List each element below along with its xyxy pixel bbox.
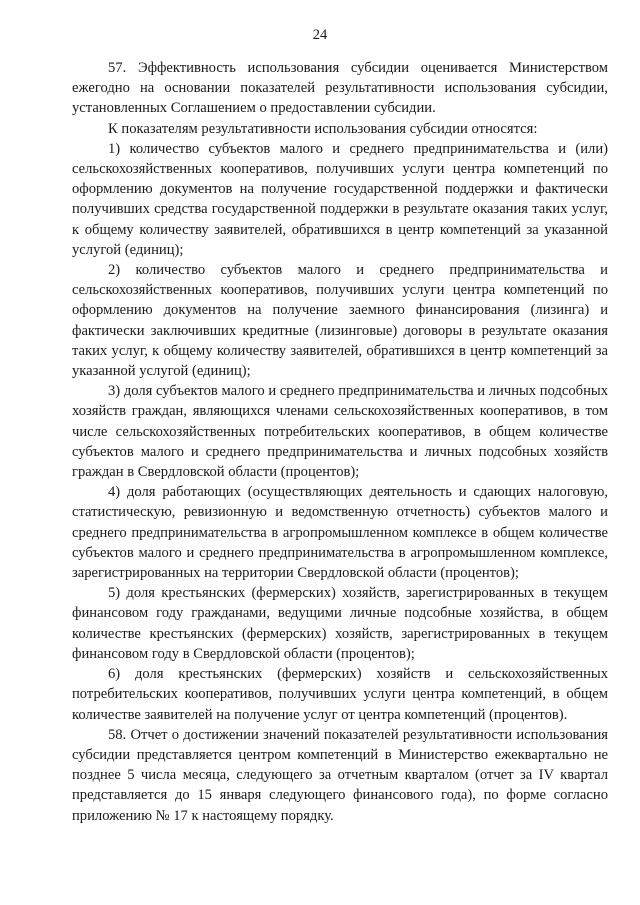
list-item-1: 1) количество субъектов малого и среднего предпринимательства и (или) сельскохозяйственных кооперативов, получивших услуги центра компетенций по оформлению документов на получение государственной поддержки и фактически получивших средства государственной поддержки в результате оказания таких услуг, к общему количеству заявителей, обратившихся в центр компетенций за указанной услугой (единиц); bbox=[72, 140, 608, 258]
list-item-3: 3) доля субъектов малого и среднего предпринимательства и личных подсобных хозяйств граждан, являющихся членами сельскохозяйственных кооперативов, в том числе сельскохозяйственных потребительских кооперативов, в общем количестве субъектов малого и среднего предпринимательства и личных подсобных хозяйств граждан в Свердловской области (процентов); bbox=[72, 383, 608, 481]
list-item-5: 5) доля крестьянских (фермерских) хозяйств, зарегистрированных в текущем финансовом году гражданами, ведущими личные подсобные хозяйства, в общем количестве крестьянских (фермерских) хозяйств, зарегистрированных в текущем финансовом году в Свердловской области (процентов); bbox=[72, 585, 608, 662]
list-item-6: 6) доля крестьянских (фермерских) хозяйств и сельскохозяйственных потребительских кооперативов, получивших услуги центра компетенций, в общем количестве заявителей на получение услуг от центра компетенций (процентов). bbox=[72, 666, 608, 723]
paragraph-indicators-heading: К показателям результативности использования субсидии относятся: bbox=[108, 120, 538, 137]
page-number: 24 bbox=[312, 27, 328, 43]
paragraph-57-intro: 57. Эффективность использования субсидии оценивается Министерством ежегодно на основании показателей результативности использования субсидии, установленных Соглашением о предоставлении субсидии. bbox=[72, 60, 608, 117]
list-item-2: 2) количество субъектов малого и среднего предпринимательства и сельскохозяйственных кооперативов, получивших услуги центра компетенций по оформлению документов на получение заемного финансирования (лизинга) и фактически заключивших кредитные (лизинговые) договоры в результате оказания таких услуг, к общему количеству заявителей, обратившихся в центр компетенций за указанной услугой (единиц); bbox=[72, 262, 608, 380]
list-item-4: 4) доля работающих (осуществляющих деятельность и сдающих налоговую, статистическую, ревизионную и ведомственную отчетность) субъектов малого и среднего предпринимательства в агропромышленном комплексе в общем количестве субъектов малого и среднего предпринимательства в агропромышленном комплексе, зарегистрированных на территории Свердловской области (процентов); bbox=[72, 484, 608, 582]
document-body bbox=[72, 58, 608, 826]
paragraph-58: 58. Отчет о достижении значений показателей результативности использования субсидии представляется центром компетенций в Министерство ежеквартально не позднее 5 числа месяца, следующего за отчетным кварталом (отчет за IV квартал представляется до 15 января следующего финансового года), по форме согласно приложению № 17 к настоящему порядку. bbox=[72, 726, 608, 824]
